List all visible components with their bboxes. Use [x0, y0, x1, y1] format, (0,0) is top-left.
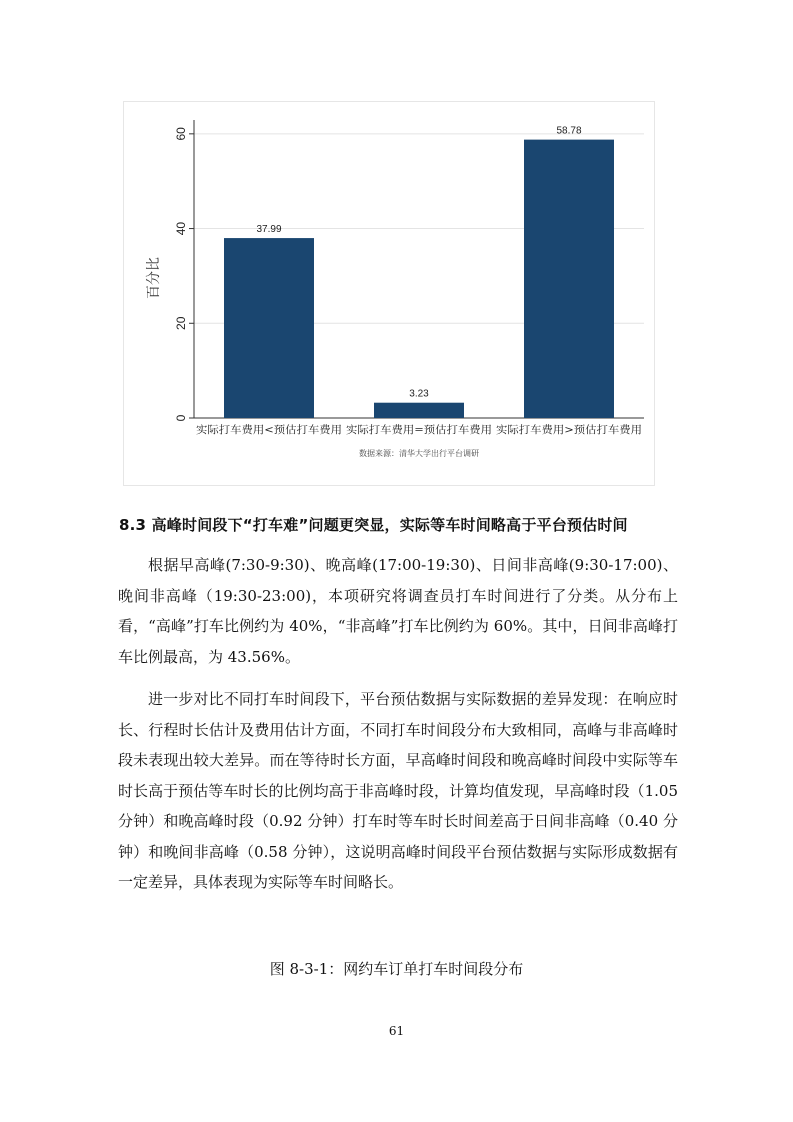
bar-chart-svg — [124, 102, 654, 485]
y-axis-title: 百分比 — [146, 257, 162, 299]
bar-value-label: 58.78 — [556, 125, 582, 137]
bar-chart — [123, 101, 655, 486]
body-paragraph: 进一步对比不同打车时间段下，平台预估数据与实际数据的差异发现：在响应时长、行程时长估计及费用估计方面，不同打车时间段分布大致相同，高峰与非高峰时段未表现出较大差异。而在等待时长方面，早高峰时间段和晚高峰时间段中实际等车时长高于预估等车时长的比例均高于非高峰时段，计算均值发现，早高峰时段（1.05 分钟）和晚高峰时段（0.92 分钟）打车时等车时长时间差高于日间非高峰（0.40 分钟）和晚间非高峰（0.58 分钟），这说明高峰时间段平台预估数据与实际形成数据有一定差异，具体表现为实际等车时间略长。 — [118, 690, 678, 891]
y-tick-label: 20 — [174, 316, 189, 330]
figure-caption: 图 8-3-1：网约车订单打车时间段分布 — [269, 960, 524, 978]
y-tick-label: 60 — [174, 127, 189, 141]
x-category-label: 实际打车费用<预估打车费用 — [196, 424, 331, 436]
section-heading: 8.3 高峰时间段下“打车难”问题更突显，实际等车时间略高于平台预估时间 — [119, 516, 628, 534]
x-category-label: 实际打车费用=预估打车费用 — [346, 424, 481, 436]
y-tick-label: 40 — [174, 221, 189, 236]
bar — [374, 403, 464, 418]
bar — [224, 238, 314, 418]
bar — [524, 140, 614, 418]
body-paragraph: 根据早高峰(7:30-9:30)、晚高峰(17:00-19:30)、日间非高峰(9:30-17:00)、晚间非高峰（19:30-23:00)，本项研究将调查员打车时间进行了分类。从分布上看，“高峰”打车比例约为 40%，“非高峰”打车比例约为 60%。其中，日间非高峰打车比例最高，为 43.56%。 — [118, 556, 678, 666]
page-number: 61 — [388, 1024, 405, 1038]
bar-value-label: 37.99 — [256, 224, 282, 236]
y-tick-label: 0 — [174, 414, 189, 422]
bar-value-label: 3.23 — [409, 388, 429, 400]
x-category-label: 实际打车费用>预估打车费用 — [496, 424, 631, 436]
chart-source-note: 数据来源：清华大学出行平台调研 — [359, 449, 479, 458]
